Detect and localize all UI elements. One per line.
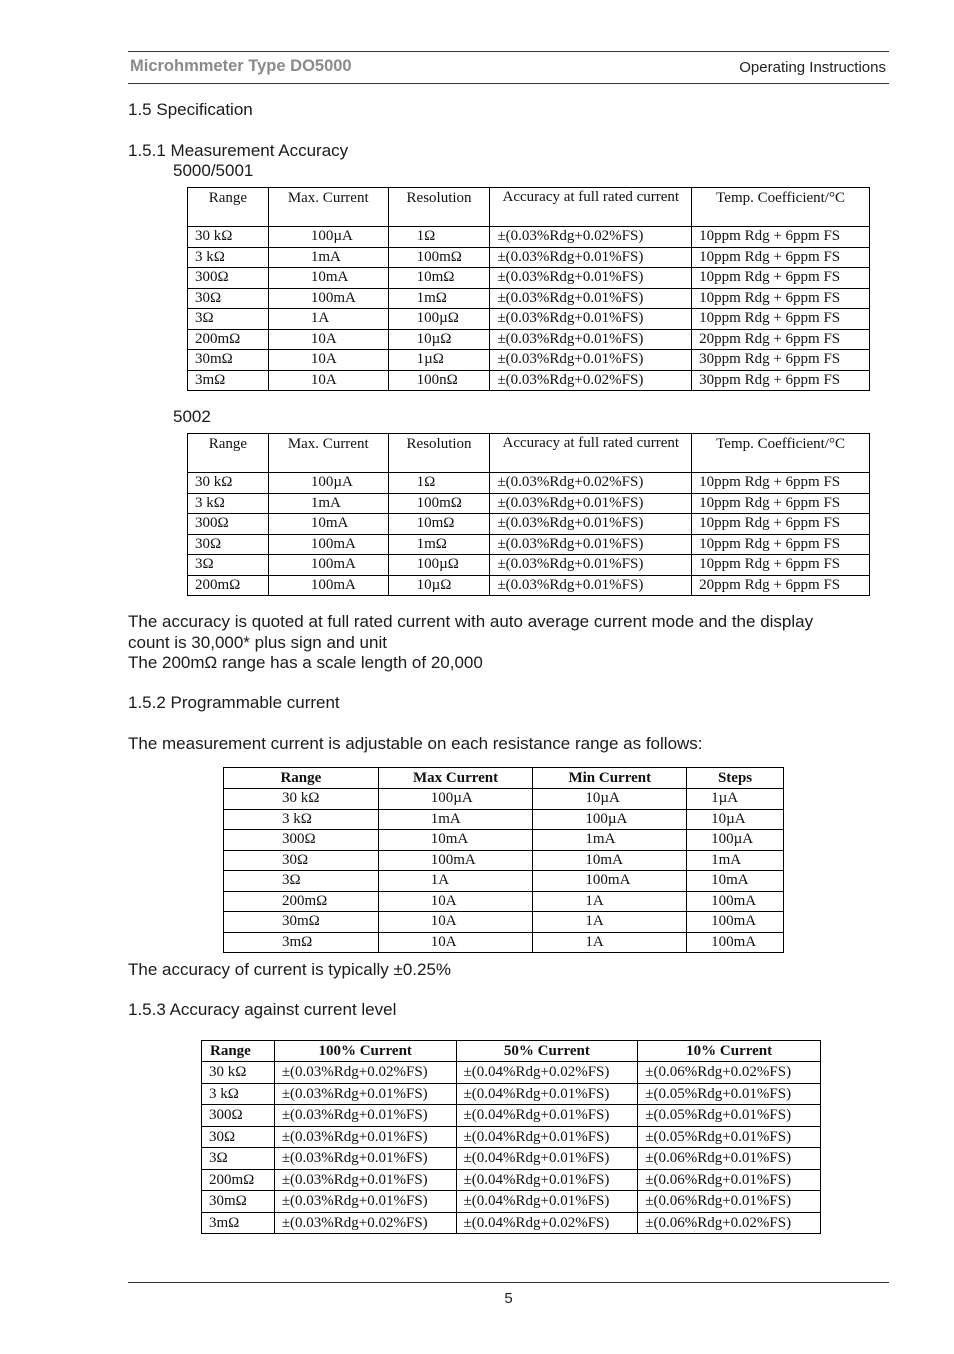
table-cell: ±(0.03%Rdg+0.01%FS) [274, 1083, 456, 1105]
table-row [188, 350, 870, 371]
table-cell: 30 kΩ [188, 473, 269, 494]
column-header: Range [188, 434, 269, 473]
header-bottom-rule [128, 83, 889, 84]
header-top-rule [128, 51, 889, 52]
model-label-5002: 5002 [173, 407, 211, 426]
table-header-row [202, 1041, 821, 1062]
document-type: Operating Instructions [739, 59, 886, 76]
table-cell: 100mΩ [388, 493, 490, 514]
table-cell: 100µA [378, 789, 533, 810]
table-row [224, 850, 784, 871]
column-header: Max. Current [268, 434, 388, 473]
table-cell: 100mA [268, 555, 388, 576]
table-cell: ±(0.06%Rdg+0.01%FS) [638, 1169, 821, 1191]
accuracy-note-line: The accuracy is quoted at full rated current with auto average current mode and the display [128, 612, 814, 631]
table-row [202, 1126, 821, 1148]
section-heading-spec: 1.5 Specification [128, 100, 253, 119]
table-cell: 30Ω [188, 288, 269, 309]
table-cell: 200mΩ [202, 1169, 275, 1191]
table-cell: ±(0.03%Rdg+0.01%FS) [490, 534, 692, 555]
table-cell: 1mA [268, 493, 388, 514]
table-row [188, 309, 870, 330]
table-cell: ±(0.04%Rdg+0.01%FS) [456, 1148, 638, 1170]
table-row [188, 473, 870, 494]
table-cell: 1A [533, 932, 687, 953]
table-cell: 1Ω [388, 473, 490, 494]
table-cell: 10mΩ [388, 514, 490, 535]
table-cell: ±(0.03%Rdg+0.01%FS) [490, 247, 692, 268]
table-cell: 200mΩ [188, 575, 269, 596]
table-body [224, 789, 784, 953]
table-cell: 3mΩ [202, 1212, 275, 1234]
table-header-row [188, 434, 870, 473]
table-header-row [188, 188, 870, 227]
column-header: Range [202, 1041, 275, 1062]
table-row [188, 329, 870, 350]
table-cell: ±(0.05%Rdg+0.01%FS) [638, 1126, 821, 1148]
table-cell: 10ppm Rdg + 6ppm FS [692, 309, 870, 330]
table-cell: 100mA [687, 932, 784, 953]
table-row [202, 1169, 821, 1191]
table-cell: 10ppm Rdg + 6ppm FS [692, 247, 870, 268]
column-header: Max Current [378, 768, 533, 789]
table-cell: 10µΩ [388, 575, 490, 596]
table-cell: 100mΩ [388, 247, 490, 268]
table-cell: ±(0.03%Rdg+0.02%FS) [490, 473, 692, 494]
table-cell: 10mA [533, 850, 687, 871]
table-cell: ±(0.04%Rdg+0.02%FS) [456, 1062, 638, 1084]
table-cell: 20ppm Rdg + 6ppm FS [692, 575, 870, 596]
table-cell: 20ppm Rdg + 6ppm FS [692, 329, 870, 350]
table-cell: 300Ω [188, 514, 269, 535]
table-cell: 30mΩ [224, 912, 379, 933]
programmable-intro: The measurement current is adjustable on each resistance range as follows: [128, 734, 703, 753]
table-cell: 30mΩ [188, 350, 269, 371]
table-row [188, 288, 870, 309]
table-cell: 30 kΩ [188, 227, 269, 248]
table-cell: 100mA [378, 850, 533, 871]
table-row [188, 555, 870, 576]
column-header: Max. Current [268, 188, 388, 227]
table-body [202, 1062, 821, 1234]
column-header: Temp. Coefficient/°C [692, 188, 870, 227]
table-cell: 100mA [533, 871, 687, 892]
table-row [224, 789, 784, 810]
table-row [224, 932, 784, 953]
table-cell: ±(0.03%Rdg+0.02%FS) [490, 370, 692, 391]
table-cell: 30Ω [188, 534, 269, 555]
table-cell: 10ppm Rdg + 6ppm FS [692, 514, 870, 535]
table-cell: ±(0.03%Rdg+0.01%FS) [490, 350, 692, 371]
column-header: 50% Current [456, 1041, 638, 1062]
accuracy-table-5002 [187, 433, 870, 596]
table-cell: 3mΩ [224, 932, 379, 953]
table-cell: 10µA [687, 809, 784, 830]
table-cell: 10A [268, 370, 388, 391]
table-cell: 1mΩ [388, 534, 490, 555]
table-cell: 10µΩ [388, 329, 490, 350]
table-cell: ±(0.04%Rdg+0.01%FS) [456, 1169, 638, 1191]
table-cell: 10mA [378, 830, 533, 851]
table-row [202, 1105, 821, 1127]
table-cell: 30mΩ [202, 1191, 275, 1213]
table-row [188, 514, 870, 535]
table-cell: 100mA [268, 288, 388, 309]
table-cell: 10µA [533, 789, 687, 810]
table-cell: ±(0.03%Rdg+0.01%FS) [490, 575, 692, 596]
column-header: Accuracy at full rated current [490, 434, 692, 473]
table-cell: ±(0.05%Rdg+0.01%FS) [638, 1105, 821, 1127]
table-cell: 10ppm Rdg + 6ppm FS [692, 493, 870, 514]
column-header: Resolution [388, 434, 490, 473]
table-cell: ±(0.04%Rdg+0.02%FS) [456, 1212, 638, 1234]
column-header: 100% Current [274, 1041, 456, 1062]
table-cell: 1A [533, 912, 687, 933]
table-cell: 30Ω [224, 850, 379, 871]
table-cell: ±(0.03%Rdg+0.01%FS) [274, 1191, 456, 1213]
table-cell: 3 kΩ [188, 247, 269, 268]
table-cell: ±(0.06%Rdg+0.02%FS) [638, 1212, 821, 1234]
column-header: Min Current [533, 768, 687, 789]
table-row [202, 1083, 821, 1105]
table-cell: 3 kΩ [202, 1083, 275, 1105]
table-cell: ±(0.03%Rdg+0.01%FS) [490, 493, 692, 514]
current-accuracy-note: The accuracy of current is typically ±0.25% [128, 960, 452, 979]
table-cell: 10A [378, 912, 533, 933]
table-row [224, 809, 784, 830]
table-cell: 3mΩ [188, 370, 269, 391]
table-cell: 100nΩ [388, 370, 490, 391]
table-cell: 1mA [687, 850, 784, 871]
table-cell: ±(0.03%Rdg+0.01%FS) [490, 329, 692, 350]
table-cell: 3Ω [188, 555, 269, 576]
table-cell: ±(0.03%Rdg+0.02%FS) [274, 1062, 456, 1084]
table-cell: ±(0.06%Rdg+0.01%FS) [638, 1148, 821, 1170]
table-row [188, 227, 870, 248]
table-cell: ±(0.03%Rdg+0.02%FS) [274, 1212, 456, 1234]
table-cell: 10A [378, 932, 533, 953]
table-cell: 1A [378, 871, 533, 892]
table-row [188, 370, 870, 391]
table-cell: 10ppm Rdg + 6ppm FS [692, 534, 870, 555]
table-row [202, 1212, 821, 1234]
table-cell: ±(0.03%Rdg+0.01%FS) [490, 514, 692, 535]
table-row [224, 891, 784, 912]
table-cell: ±(0.03%Rdg+0.01%FS) [274, 1148, 456, 1170]
table-cell: 1µA [687, 789, 784, 810]
table-cell: 10ppm Rdg + 6ppm FS [692, 268, 870, 289]
table-cell: 100µA [687, 830, 784, 851]
table-cell: 1mA [378, 809, 533, 830]
table-body [188, 227, 870, 391]
table-cell: 1µΩ [388, 350, 490, 371]
table-cell: ±(0.03%Rdg+0.01%FS) [274, 1169, 456, 1191]
table-row [188, 575, 870, 596]
table-cell: ±(0.06%Rdg+0.01%FS) [638, 1191, 821, 1213]
table-cell: ±(0.04%Rdg+0.01%FS) [456, 1126, 638, 1148]
table-row [202, 1148, 821, 1170]
table-cell: 10mA [268, 514, 388, 535]
column-header: Range [224, 768, 379, 789]
table-cell: 10ppm Rdg + 6ppm FS [692, 555, 870, 576]
table-cell: 10ppm Rdg + 6ppm FS [692, 288, 870, 309]
table-header-row [224, 768, 784, 789]
table-cell: ±(0.05%Rdg+0.01%FS) [638, 1083, 821, 1105]
table-cell: 300Ω [188, 268, 269, 289]
table-cell: 1mΩ [388, 288, 490, 309]
table-cell: 100mA [268, 575, 388, 596]
table-cell: 200mΩ [188, 329, 269, 350]
accuracy-note [128, 612, 813, 674]
accuracy-note-line: count is 30,000* plus sign and unit [128, 632, 387, 652]
table-cell: 10mA [268, 268, 388, 289]
table-row [188, 268, 870, 289]
table-cell: 30 kΩ [224, 789, 379, 810]
table-row [202, 1191, 821, 1213]
table-row [224, 912, 784, 933]
table-cell: ±(0.03%Rdg+0.01%FS) [274, 1126, 456, 1148]
table-cell: ±(0.04%Rdg+0.01%FS) [456, 1191, 638, 1213]
section-heading-accuracy: 1.5.1 Measurement Accuracy [128, 141, 349, 160]
table-cell: ±(0.06%Rdg+0.02%FS) [638, 1062, 821, 1084]
table-cell: 3 kΩ [224, 809, 379, 830]
table-cell: ±(0.04%Rdg+0.01%FS) [456, 1105, 638, 1127]
table-cell: ±(0.03%Rdg+0.01%FS) [274, 1105, 456, 1127]
table-cell: 300Ω [202, 1105, 275, 1127]
table-cell: 100mA [268, 534, 388, 555]
table-cell: 1A [268, 309, 388, 330]
table-cell: 1Ω [388, 227, 490, 248]
accuracy-table-5000 [187, 187, 870, 391]
accuracy-level-table [201, 1040, 821, 1234]
column-header: Accuracy at full rated current [490, 188, 692, 227]
table-cell: 100mA [687, 891, 784, 912]
table-cell: 3Ω [188, 309, 269, 330]
table-row [224, 871, 784, 892]
table-cell: 10ppm Rdg + 6ppm FS [692, 227, 870, 248]
table-cell: 1mA [533, 830, 687, 851]
table-cell: 100µA [533, 809, 687, 830]
table-row [188, 534, 870, 555]
table-cell: 200mΩ [224, 891, 379, 912]
table-cell: 30 kΩ [202, 1062, 275, 1084]
table-cell: 100mA [687, 912, 784, 933]
table-cell: 100µA [268, 473, 388, 494]
programmable-current-table [223, 767, 784, 953]
model-label-5000: 5000/5001 [173, 161, 254, 180]
table-cell: 10A [378, 891, 533, 912]
table-cell: 1mA [268, 247, 388, 268]
column-header: Steps [687, 768, 784, 789]
table-row [188, 493, 870, 514]
table-cell: 10A [268, 329, 388, 350]
column-header: Resolution [388, 188, 490, 227]
page-number: 5 [504, 1290, 513, 1307]
document-title: Microhmmeter Type DO5000 [130, 57, 352, 75]
column-header: Temp. Coefficient/°C [692, 434, 870, 473]
table-cell: ±(0.03%Rdg+0.02%FS) [490, 227, 692, 248]
table-cell: ±(0.03%Rdg+0.01%FS) [490, 288, 692, 309]
table-cell: 3Ω [202, 1148, 275, 1170]
table-row [188, 247, 870, 268]
table-cell: 300Ω [224, 830, 379, 851]
column-header: Range [188, 188, 269, 227]
table-cell: 100µΩ [388, 309, 490, 330]
table-cell: 10mA [687, 871, 784, 892]
table-row [202, 1062, 821, 1084]
table-cell: ±(0.03%Rdg+0.01%FS) [490, 555, 692, 576]
accuracy-note-line: The 200mΩ range has a scale length of 20,000 [128, 653, 483, 672]
table-cell: 1A [533, 891, 687, 912]
footer-rule [128, 1282, 889, 1283]
table-cell: 3Ω [224, 871, 379, 892]
section-heading-programmable: 1.5.2 Programmable current [128, 693, 340, 712]
table-cell: 100µA [268, 227, 388, 248]
table-cell: 30Ω [202, 1126, 275, 1148]
table-cell: ±(0.03%Rdg+0.01%FS) [490, 309, 692, 330]
table-cell: 10A [268, 350, 388, 371]
table-body [188, 473, 870, 596]
table-cell: 30ppm Rdg + 6ppm FS [692, 350, 870, 371]
table-cell: ±(0.03%Rdg+0.01%FS) [490, 268, 692, 289]
section-heading-level: 1.5.3 Accuracy against current level [128, 1000, 397, 1019]
table-row [224, 830, 784, 851]
table-cell: 30ppm Rdg + 6ppm FS [692, 370, 870, 391]
column-header: 10% Current [638, 1041, 821, 1062]
table-cell: 10ppm Rdg + 6ppm FS [692, 473, 870, 494]
table-cell: 100µΩ [388, 555, 490, 576]
table-cell: 10mΩ [388, 268, 490, 289]
table-cell: ±(0.04%Rdg+0.01%FS) [456, 1083, 638, 1105]
table-cell: 3 kΩ [188, 493, 269, 514]
